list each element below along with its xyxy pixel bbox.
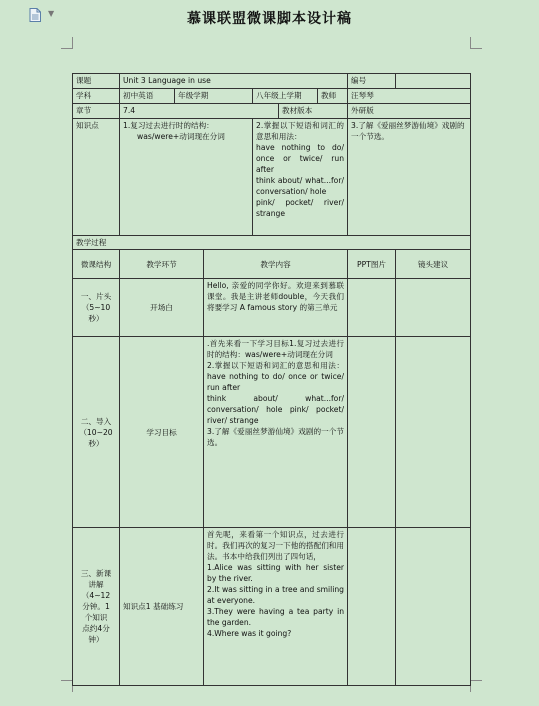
term-label: 年级学期 (175, 89, 253, 104)
edition-label: 教材版本 (279, 104, 348, 119)
chapter-label: 章节 (73, 104, 120, 119)
row-3-content-intro: 首先呢，来看第一个知识点，过去进行时。我们再次的复习一下他的搭配们和用法。书本中给我们列出了四句话， (207, 530, 345, 561)
row-3-sentence-4: 4.Where was it going? (207, 629, 292, 638)
subject-value: 初中英语 (120, 89, 175, 104)
row-3-structure-line-4: 分钟。1 (82, 602, 110, 611)
code-value (396, 74, 471, 89)
knowledge-point-2-line-1: 2.掌握以下短语和词汇的意思和用法： (256, 121, 345, 141)
row-2-camera (396, 337, 471, 528)
row-2-content-goal-2: 2.掌握以下短语和词汇的意思和用法： have nothing to do/ once or twice/ run after (207, 361, 345, 392)
knowledge-point-1-line-1: 1.复习过去进行时的结构： (123, 121, 214, 130)
knowledge-point-2-line-2: have nothing to do/ once or twice/ run after (256, 143, 345, 174)
row-2-step: 学习目标 (120, 337, 204, 528)
row-3-content (204, 528, 348, 686)
row-1-step: 开场白 (120, 279, 204, 337)
row-1-structure (73, 279, 120, 337)
row-3-step: 知识点1 基础练习 (120, 528, 204, 686)
row-2-structure-line-1: 二、导入 (80, 416, 112, 426)
col-header-structure: 微课结构 (73, 250, 120, 279)
page-title: 慕课联盟微课脚本设计稿 (187, 11, 352, 27)
term-value: 八年级上学期 (253, 89, 318, 104)
row-3-structure-line-7: 钟） (88, 635, 104, 644)
row-3-structure-line-2: 讲解 (88, 580, 104, 589)
knowledge-point-3: 3.了解《爱丽丝梦游仙境》戏剧的一个节选。 (348, 119, 471, 236)
subject-label: 学科 (73, 89, 120, 104)
col-header-step: 教学环节 (120, 250, 204, 279)
row-3-sentence-2: 2.It was sitting in a tree and smiling at everyone. (207, 585, 345, 605)
row-2-structure-line-3: 秒） (88, 438, 104, 448)
process-label: 教学过程 (73, 236, 471, 250)
row-3-sentence-3: 3.They were having a tea party in the garden. (207, 607, 345, 627)
row-1-structure-line-1: 一、片头 (80, 292, 112, 301)
edition-value: 外研版 (348, 104, 471, 119)
knowledge-point-2-line-4: pink/ pocket/ river/ strange (256, 198, 345, 218)
knowledge-label: 知识点 (73, 119, 120, 236)
row-2-content-goal-2-cont: think about/ what...for/ conversation/ hole pink/ pocket/ river/ strange (207, 394, 345, 425)
row-2-ppt (348, 337, 396, 528)
row-3-sentence-1: 1.Alice was sitting with her sister by the river. (207, 563, 345, 583)
row-3-camera (396, 528, 471, 686)
knowledge-point-2 (253, 119, 348, 236)
margin-corner-top-right (470, 37, 482, 49)
knowledge-point-1 (120, 119, 253, 236)
row-3-structure-line-1: 三、新课 (80, 569, 112, 578)
row-2-structure-line-2: （10~20 (79, 427, 113, 437)
col-header-content: 教学内容 (204, 250, 348, 279)
margin-corner-top-left (61, 37, 73, 49)
row-2-structure (73, 337, 120, 528)
row-2-content-goal-3: 3.了解《爱丽丝梦游仙境》戏剧的一个节选。 (207, 427, 345, 447)
margin-corner-bottom-right (470, 680, 482, 692)
row-3-structure-line-5: 个知识 (84, 613, 108, 622)
script-table (72, 73, 471, 686)
chevron-down-icon[interactable]: ▼ (48, 9, 55, 18)
col-header-ppt: PPT图片 (348, 250, 396, 279)
knowledge-point-1-line-2: was/were+动词现在分词 (137, 132, 225, 141)
knowledge-point-2-line-3: think about/ what...for/ conversation/ hole (256, 176, 345, 196)
row-1-ppt (348, 279, 396, 337)
code-label: 编号 (348, 74, 396, 89)
topic-label: 课题 (73, 74, 120, 89)
teacher-value: 汪琴琴 (348, 89, 471, 104)
row-1-camera (396, 279, 471, 337)
row-1-structure-line-2: （5~10 (81, 303, 111, 312)
row-3-ppt (348, 528, 396, 686)
topic-value: Unit 3 Language in use (120, 74, 348, 89)
row-2-content-goal-1: .首先来看一下学习目标1.复习过去进行时的结构：was/were+动词现在分词 (207, 339, 345, 359)
row-3-structure (73, 528, 120, 686)
teacher-label: 教师 (318, 89, 348, 104)
row-1-content: Hello, 亲爱的同学你好。欢迎来到慕联课堂。我是主讲老师double，今天我们将要学习 A famous story 的第三单元 (204, 279, 348, 337)
row-3-structure-line-6: 点约4分 (82, 624, 110, 633)
row-2-content (204, 337, 348, 528)
col-header-camera: 镜头建议 (396, 250, 471, 279)
row-3-structure-line-3: （4~12 (81, 591, 111, 600)
chapter-value: 7.4 (120, 104, 279, 119)
row-1-structure-line-3: 秒） (88, 314, 104, 323)
